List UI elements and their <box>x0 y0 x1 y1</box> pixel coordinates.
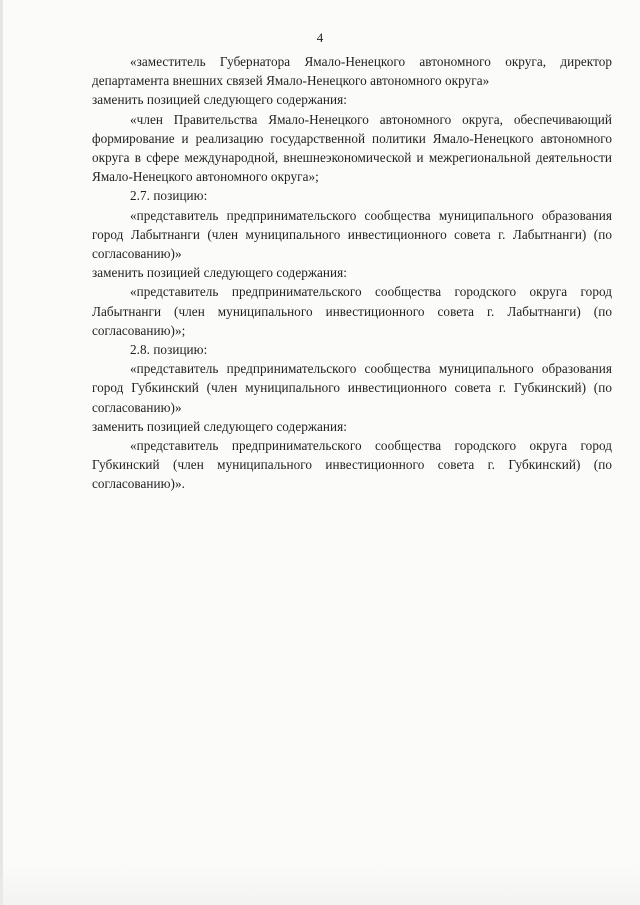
scan-edge <box>0 0 3 905</box>
paragraph-quote-gubkinsky-old: «представитель предпринимательского сообщества муниципального образования город Губкинский (член муниципального инвестиционного совета г. Губкинский) (по согласованию)» <box>92 361 612 415</box>
paragraph-quote-gubkinsky-new: «представитель предпринимательского сообщества городского округа город Губкинский (член муниципального инвестиционного совета г. Губкинский) (по согласованию)». <box>92 438 612 492</box>
paragraph-item-2-7: 2.7. позицию: <box>130 188 208 204</box>
paragraph-quote-government-member: «член Правительства Ямало-Ненецкого автономного округа, обеспечивающий формирование и реализацию государственной политики Ямало-Ненецкого автономного округа в сфере международной, внешнеэкономической и межрегиональной деятельности Ямало-Ненецкого автономного округа»; <box>92 111 612 185</box>
paragraph-replace-instruction: заменить позицией следующего содержания: <box>92 92 347 108</box>
paragraph-quote-labytnangi-new: «представитель предпринимательского сообщества городского округа город Лабытнанги (член муниципального инвестиционного совета г. Лабытнанги) (по согласованию)»; <box>92 284 612 338</box>
paragraph-replace-instruction: заменить позицией следующего содержания: <box>92 418 347 434</box>
paragraph-replace-instruction: заменить позицией следующего содержания: <box>92 265 347 281</box>
paragraph-quote-labytnangi-old: «представитель предпринимательского сообщества муниципального образования город Лабытнанги (член муниципального инвестиционного совета г. Лабытнанги) (по согласованию)» <box>92 207 612 262</box>
scan-bottom-shade <box>0 865 640 905</box>
paragraph-item-2-8: 2.8. позицию: <box>130 342 208 358</box>
document-body <box>92 52 612 494</box>
page-number: 4 <box>316 30 324 45</box>
paragraph-quote-deputy-governor: «заместитель Губернатора Ямало-Ненецкого автономного округа, директор департамента внешних связей Ямало-Ненецкого автономного округа» <box>92 54 612 89</box>
